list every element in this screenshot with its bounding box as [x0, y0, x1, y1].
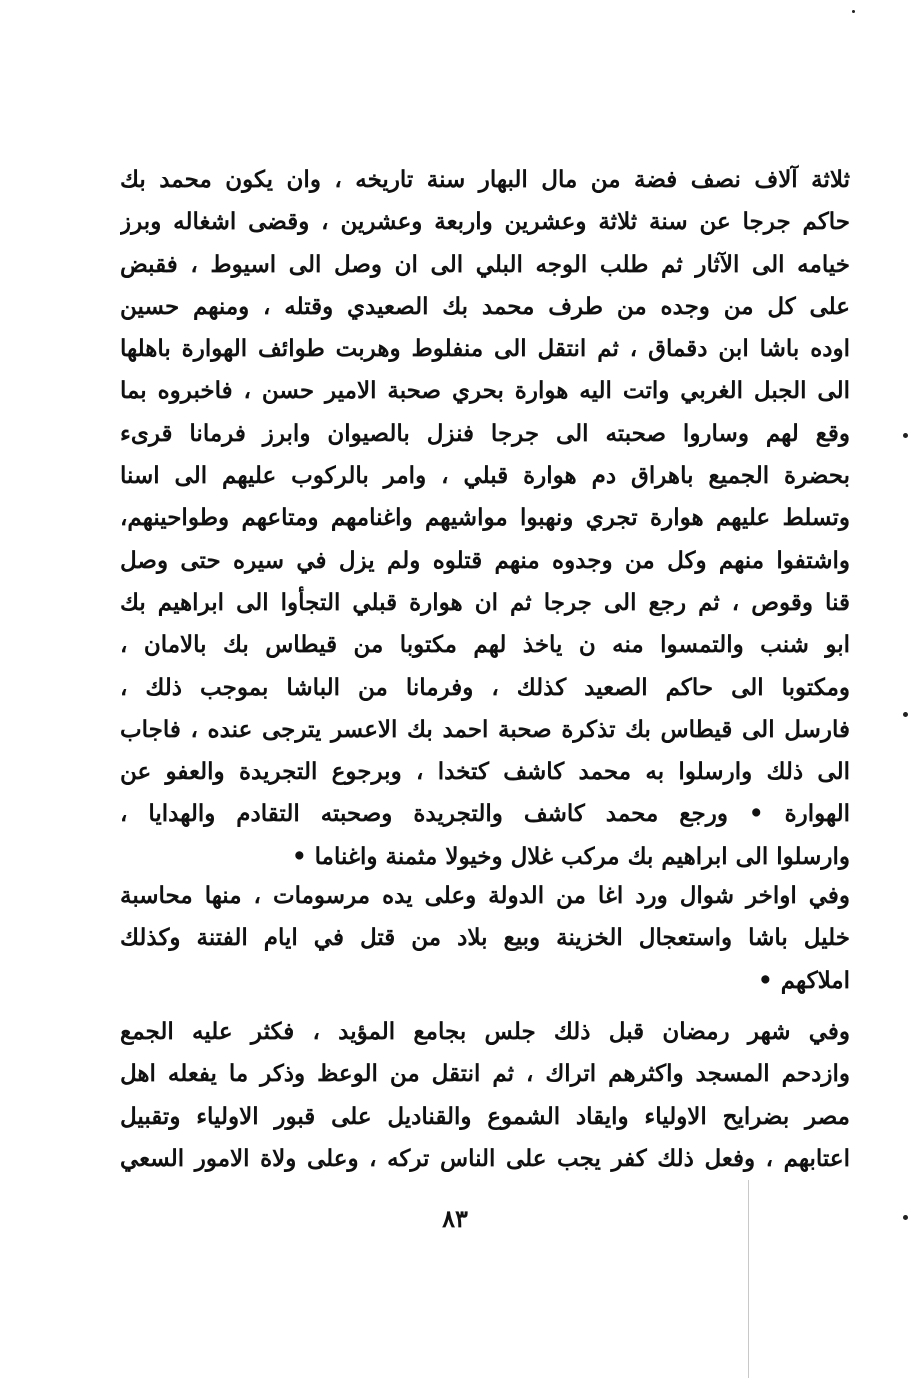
- text-line: املاكهم •: [758, 966, 850, 994]
- scan-speck: [903, 433, 908, 438]
- text-line: فارسل الى قيطاس بك تذكرة صحبة احمد بك الاعسر يترجى عنده ، فاجاب: [120, 715, 850, 743]
- paragraph-3: [120, 1011, 850, 1180]
- text-line: وازدحم المسجد واكثرهم اتراك ، ثم انتقل من الوعظ وذكر ما يفعله اهل: [120, 1060, 850, 1088]
- text-line: خليل باشا واستعجال الخزينة وبيع بلاد من قتل في ايام الفتنة وكذلك: [120, 924, 850, 952]
- text-line: اعتابهم ، وفعل ذلك كفر يجب على الناس تركه ، وعلى ولاة الامور السعي: [120, 1144, 850, 1172]
- text-line: وارسلوا الى ابراهيم بك مركب غلال وخيولا مثمنة واغناما •: [291, 842, 850, 870]
- text-line: وفي اواخر شوال ورد اغا من الدولة وعلى يده مرسومات ، منها محاسبة: [120, 882, 850, 909]
- scan-speck: [852, 10, 855, 13]
- text-line: حاكم جرجا عن سنة ثلاثة وعشرين واربعة وعشرين ، وقضى اشغاله وبرز: [120, 208, 850, 236]
- paragraph-2: [120, 875, 850, 1002]
- text-line: قنا وقوص ، ثم رجع الى جرجا ثم ان هوارة قبلي التجأوا الى ابراهيم بك: [120, 588, 850, 616]
- text-line: الى ذلك وارسلوا به محمد كاشف كتخدا ، وبرجوع التجريدة والعفو عن: [120, 758, 850, 786]
- page-number: ٨٣: [442, 1204, 468, 1233]
- text-line: على كل من وجده من طرف محمد بك الصعيدي وقتله ، ومنهم حسين: [120, 292, 850, 320]
- text-line: واشتفوا منهم وكل من وجدوه منهم قتلوه ولم يزل في سيره حتى وصل: [120, 546, 850, 574]
- scan-speck: [903, 1215, 908, 1220]
- text-line: ومكتوبا الى حاكم الصعيد كذلك ، وفرمانا من الباشا بموجب ذلك ،: [120, 673, 850, 701]
- text-line: وتسلط عليهم هوارة تجري ونهبوا مواشيهم واغنامهم ومتاعهم وطواحينهم،: [120, 504, 850, 532]
- text-line: خيامه الى الآثار ثم طلب الوجه البلي الى ان وصل الى اسيوط ، فقبض: [120, 250, 850, 278]
- paragraph-1: [120, 159, 850, 878]
- text-line: وقع لهم وساروا صحبته الى جرجا فنزل بالصيوان وابرز فرمانا قرىء: [120, 419, 850, 447]
- text-line: مصر بضرايح الاولياء وايقاد الشموع والقناديل على قبور الاولياء وتقبيل: [120, 1102, 850, 1130]
- text-line: وفي شهر رمضان قبل ذلك جلس بجامع المؤيد ، فكثر عليه الجمع: [120, 1018, 850, 1045]
- text-line: بحضرة الجميع باهراق دم هوارة قبلي ، وامر بالركوب عليهم الى اسنا: [120, 462, 850, 490]
- text-line: ابو شنب والتمسوا منه ن ياخذ لهم مكتوبا من قيطاس بك بالامان ،: [120, 631, 850, 659]
- scan-speck: [903, 712, 908, 717]
- text-line: ثلاثة آلاف نصف فضة من مال البهار سنة تاريخه ، وان يكون محمد بك: [120, 166, 850, 193]
- text-line: الهوارة • ورجع محمد كاشف والتجريدة وصحبته التقادم والهدايا ،: [120, 800, 850, 828]
- text-line: اوده باشا ابن دقماق ، ثم انتقل الى منفلوط وهربت طوائف الهوارة باهلها: [120, 335, 850, 363]
- text-line: الى الجبل الغربي واتت اليه هوارة بحري صحبة الامير حسن ، فاخبروه بما: [120, 377, 850, 405]
- binding-edge: [748, 1180, 749, 1378]
